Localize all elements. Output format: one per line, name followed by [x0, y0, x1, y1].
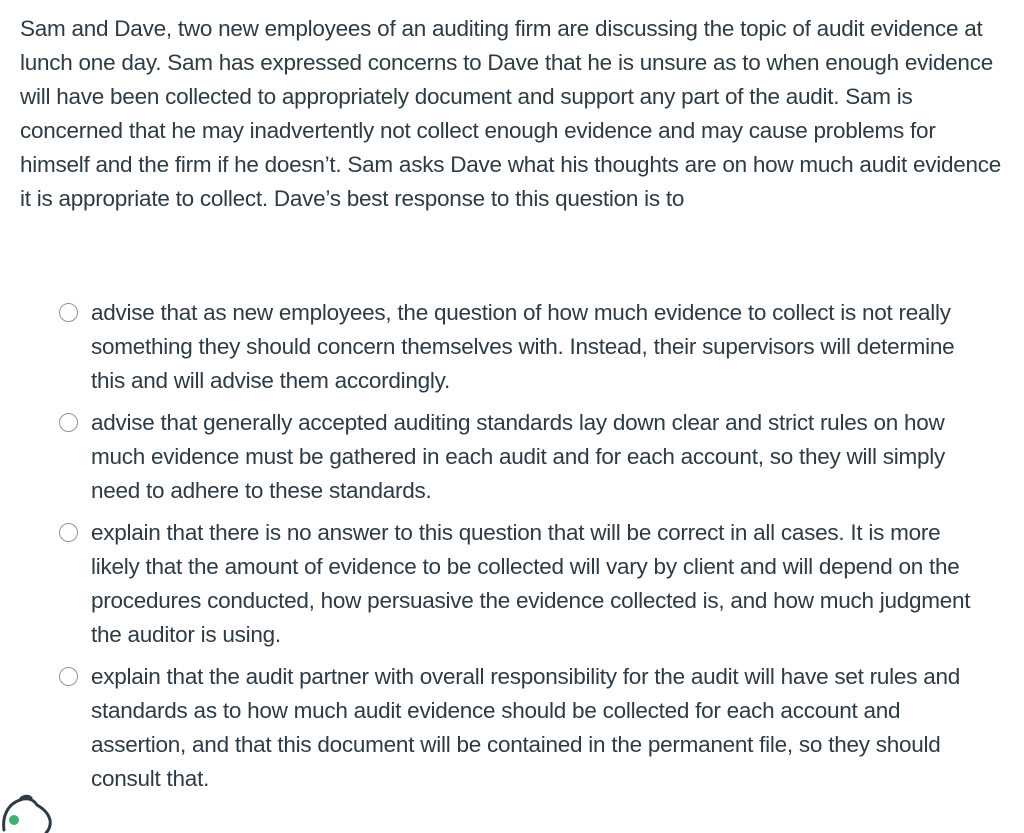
question-text: Sam and Dave, two new employees of an auditing firm are discussing the topic of audit evidence at lunch one day. Sam has expressed concerns to Dave that he is unsure as to when enough evidence will have been collected to appropriately document and support any part of the audit. Sam is concerned that he may inadvertently not collect enough evidence and may cause problems for himself and the firm if he doesn’t. Sam asks Dave what his thoughts are on how much audit evidence it is appropriate to collect. Dave’s best response to this question is to [20, 16, 1002, 211]
hand-cursor-icon [0, 790, 60, 833]
cursor-dot-icon [9, 815, 19, 825]
answer-option-3[interactable] [0, 516, 1024, 652]
answer-option-1-label: advise that as new employees, the question of how much evidence to collect is not really something they should concern themselves with. Instead, their supervisors will determine this and will advise them accordingly. [91, 300, 955, 393]
radio-button-4[interactable] [59, 667, 78, 686]
answer-option-4-label: explain that the audit partner with overall responsibility for the audit will have set rules and standards as to how much audit evidence should be collected for each account and assertion, and that this document will be contained in the permanent file, so they should consult that. [91, 664, 960, 791]
answer-list [0, 296, 1024, 796]
answer-option-2-label: advise that generally accepted auditing standards lay down clear and strict rules on how much evidence must be gathered in each audit and for each account, so they will simply need to adhere to these standards. [91, 410, 945, 503]
answer-option-3-label: explain that there is no answer to this question that will be correct in all cases. It is more likely that the amount of evidence to be collected will vary by client and will depend on the procedures conducted, how persuasive the evidence collected is, and how much judgment the auditor is using. [91, 520, 971, 647]
radio-button-2[interactable] [59, 413, 78, 432]
answer-option-1[interactable] [0, 296, 1024, 398]
radio-button-3[interactable] [59, 523, 78, 542]
answer-option-4[interactable] [0, 660, 1024, 796]
radio-button-1[interactable] [59, 303, 78, 322]
answer-option-2[interactable] [0, 406, 1024, 508]
